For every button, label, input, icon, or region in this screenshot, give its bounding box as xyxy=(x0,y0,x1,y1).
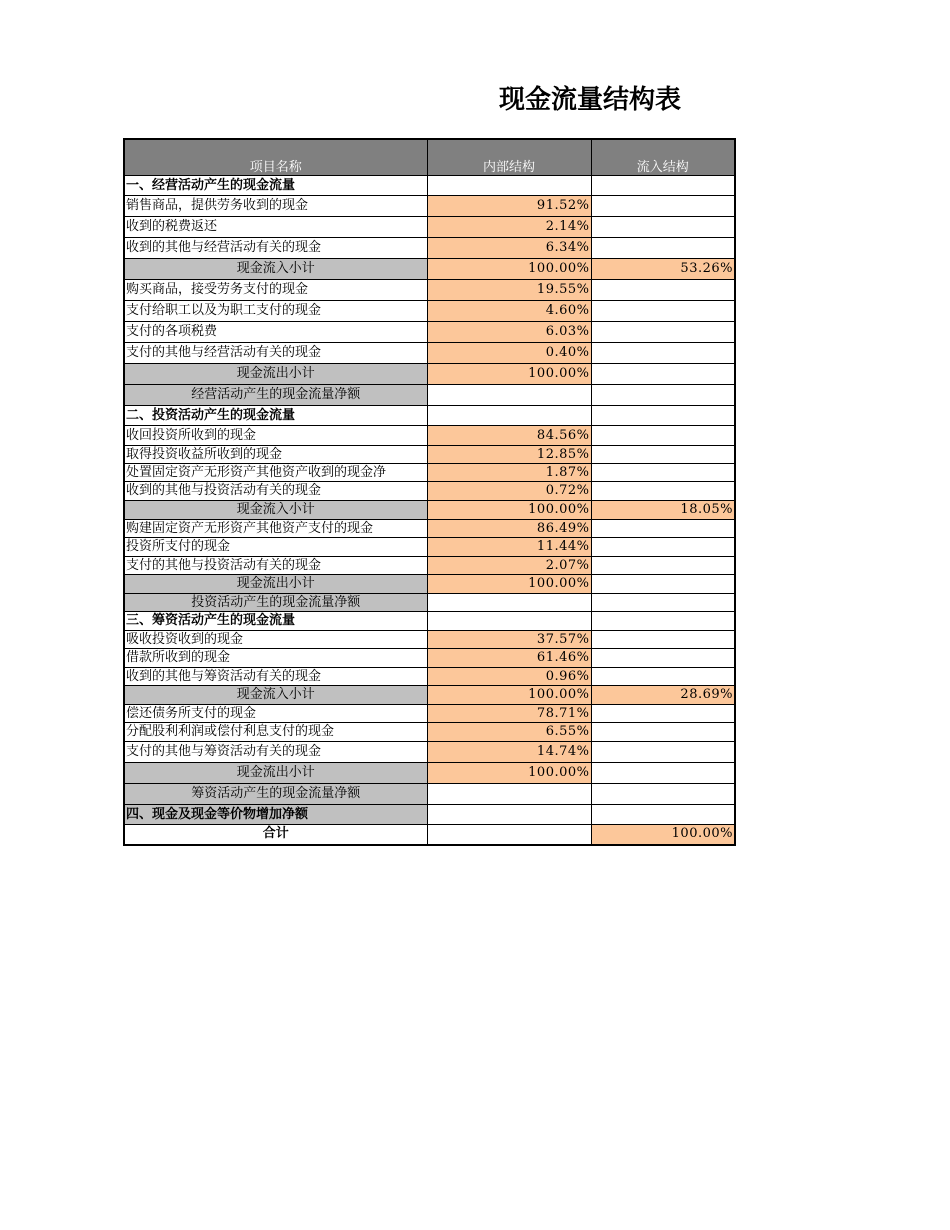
net-amount-label-cell[interactable]: 经营活动产生的现金流量净额 xyxy=(124,385,427,406)
table-row xyxy=(124,217,735,238)
table-row xyxy=(124,825,735,845)
inflow-structure-cell[interactable] xyxy=(591,705,735,723)
item-label-cell[interactable]: 处置固定资产无形资产其他资产收到的现金净 xyxy=(124,464,427,482)
table-row xyxy=(124,322,735,343)
table-row xyxy=(124,575,735,594)
page-title: 现金流量结构表 xyxy=(498,85,681,115)
inflow-structure-cell[interactable] xyxy=(591,446,735,464)
table-row xyxy=(124,557,735,575)
inflow-structure-cell[interactable] xyxy=(591,322,735,343)
internal-structure-cell[interactable] xyxy=(427,825,591,845)
internal-structure-cell[interactable]: 100.00% xyxy=(427,501,591,520)
item-label-cell[interactable]: 收到的其他与筹资活动有关的现金 xyxy=(124,668,427,686)
table-row xyxy=(124,385,735,406)
item-label-cell[interactable]: 收到的税费返还 xyxy=(124,217,427,238)
table-row xyxy=(124,763,735,784)
table-row xyxy=(124,649,735,668)
inflow-structure-cell[interactable] xyxy=(591,364,735,385)
inflow-structure-cell[interactable] xyxy=(591,575,735,594)
header-row xyxy=(124,139,735,176)
inflow-structure-cell[interactable] xyxy=(591,176,735,196)
internal-structure-cell[interactable]: 61.46% xyxy=(427,649,591,668)
subtotal-label-cell[interactable]: 现金流出小计 xyxy=(124,575,427,594)
subtotal-label-cell[interactable]: 现金流出小计 xyxy=(124,364,427,385)
total-label-cell[interactable]: 合计 xyxy=(124,825,427,845)
table-row xyxy=(124,612,735,631)
internal-structure-cell[interactable]: 0.96% xyxy=(427,668,591,686)
section-heading-cell[interactable]: 二、投资活动产生的现金流量 xyxy=(124,406,427,426)
cash-flow-structure-table xyxy=(123,138,736,846)
item-label-cell[interactable]: 购建固定资产无形资产其他资产支付的现金 xyxy=(124,520,427,538)
section-heading-cell[interactable]: 四、现金及现金等价物增加净额 xyxy=(124,805,427,825)
internal-structure-cell[interactable] xyxy=(427,385,591,406)
internal-structure-cell[interactable]: 86.49% xyxy=(427,520,591,538)
inflow-structure-cell[interactable] xyxy=(591,196,735,217)
inflow-structure-cell[interactable] xyxy=(591,520,735,538)
table-row xyxy=(124,594,735,612)
inflow-structure-cell[interactable] xyxy=(591,805,735,825)
section-heading-cell[interactable]: 一、经营活动产生的现金流量 xyxy=(124,176,427,196)
table-row xyxy=(124,364,735,385)
internal-structure-cell[interactable]: 100.00% xyxy=(427,259,591,280)
section-heading-cell[interactable]: 三、筹资活动产生的现金流量 xyxy=(124,612,427,631)
internal-structure-cell[interactable] xyxy=(427,784,591,805)
item-label-cell[interactable]: 销售商品，提供劳务收到的现金 xyxy=(124,196,427,217)
table-row xyxy=(124,406,735,426)
inflow-structure-cell[interactable] xyxy=(591,668,735,686)
internal-structure-cell[interactable]: 14.74% xyxy=(427,742,591,763)
inflow-structure-cell[interactable] xyxy=(591,538,735,557)
inflow-structure-cell[interactable] xyxy=(591,280,735,301)
inflow-structure-cell[interactable] xyxy=(591,784,735,805)
internal-structure-cell[interactable]: 6.55% xyxy=(427,723,591,742)
internal-structure-cell[interactable]: 100.00% xyxy=(427,686,591,705)
internal-structure-cell[interactable]: 6.34% xyxy=(427,238,591,259)
inflow-structure-cell[interactable] xyxy=(591,649,735,668)
header-item-name[interactable]: 项目名称 xyxy=(124,139,427,176)
table-row xyxy=(124,196,735,217)
internal-structure-cell[interactable]: 12.85% xyxy=(427,446,591,464)
table-row xyxy=(124,238,735,259)
inflow-structure-cell[interactable] xyxy=(591,723,735,742)
table-row xyxy=(124,482,735,501)
table-row xyxy=(124,259,735,280)
internal-structure-cell[interactable]: 37.57% xyxy=(427,631,591,649)
item-label-cell[interactable]: 投资所支付的现金 xyxy=(124,538,427,557)
item-label-cell[interactable]: 购买商品，接受劳务支付的现金 xyxy=(124,280,427,301)
net-amount-label-cell[interactable]: 投资活动产生的现金流量净额 xyxy=(124,594,427,612)
item-label-cell[interactable]: 支付给职工以及为职工支付的现金 xyxy=(124,301,427,322)
internal-structure-cell[interactable] xyxy=(427,612,591,631)
subtotal-label-cell[interactable]: 现金流入小计 xyxy=(124,501,427,520)
inflow-structure-cell[interactable]: 100.00% xyxy=(591,825,735,845)
header-internal-structure[interactable]: 内部结构 xyxy=(427,139,591,176)
inflow-structure-cell[interactable] xyxy=(591,631,735,649)
internal-structure-cell[interactable]: 4.60% xyxy=(427,301,591,322)
internal-structure-cell[interactable]: 100.00% xyxy=(427,763,591,784)
internal-structure-cell[interactable]: 100.00% xyxy=(427,364,591,385)
internal-structure-cell[interactable] xyxy=(427,805,591,825)
internal-structure-cell[interactable]: 6.03% xyxy=(427,322,591,343)
internal-structure-cell[interactable]: 0.72% xyxy=(427,482,591,501)
inflow-structure-cell[interactable] xyxy=(591,557,735,575)
internal-structure-cell[interactable]: 2.07% xyxy=(427,557,591,575)
inflow-structure-cell[interactable] xyxy=(591,426,735,446)
item-label-cell[interactable]: 收到的其他与投资活动有关的现金 xyxy=(124,482,427,501)
inflow-structure-cell[interactable] xyxy=(591,742,735,763)
inflow-structure-cell[interactable] xyxy=(591,594,735,612)
subtotal-label-cell[interactable]: 现金流入小计 xyxy=(124,686,427,705)
item-label-cell[interactable]: 取得投资收益所收到的现金 xyxy=(124,446,427,464)
table-row xyxy=(124,343,735,364)
inflow-structure-cell[interactable] xyxy=(591,406,735,426)
table-row xyxy=(124,742,735,763)
item-label-cell[interactable]: 吸收投资收到的现金 xyxy=(124,631,427,649)
table-row xyxy=(124,805,735,825)
internal-structure-cell[interactable]: 84.56% xyxy=(427,426,591,446)
inflow-structure-cell[interactable] xyxy=(591,343,735,364)
item-label-cell[interactable]: 借款所收到的现金 xyxy=(124,649,427,668)
table-row xyxy=(124,301,735,322)
internal-structure-cell[interactable]: 91.52% xyxy=(427,196,591,217)
inflow-structure-cell[interactable]: 53.26% xyxy=(591,259,735,280)
table-row xyxy=(124,520,735,538)
internal-structure-cell[interactable]: 11.44% xyxy=(427,538,591,557)
inflow-structure-cell[interactable]: 18.05% xyxy=(591,501,735,520)
table-row xyxy=(124,426,735,446)
item-label-cell[interactable]: 支付的其他与筹资活动有关的现金 xyxy=(124,742,427,763)
table-row xyxy=(124,723,735,742)
table-row xyxy=(124,686,735,705)
internal-structure-cell[interactable] xyxy=(427,176,591,196)
internal-structure-cell[interactable]: 100.00% xyxy=(427,575,591,594)
inflow-structure-cell[interactable] xyxy=(591,217,735,238)
table-row xyxy=(124,784,735,805)
table-row xyxy=(124,631,735,649)
inflow-structure-cell[interactable]: 28.69% xyxy=(591,686,735,705)
table-row xyxy=(124,280,735,301)
table-row xyxy=(124,705,735,723)
item-label-cell[interactable]: 支付的其他与投资活动有关的现金 xyxy=(124,557,427,575)
internal-structure-cell[interactable]: 1.87% xyxy=(427,464,591,482)
item-label-cell[interactable]: 支付的其他与经营活动有关的现金 xyxy=(124,343,427,364)
net-amount-label-cell[interactable]: 筹资活动产生的现金流量净额 xyxy=(124,784,427,805)
internal-structure-cell[interactable]: 19.55% xyxy=(427,280,591,301)
table-row xyxy=(124,501,735,520)
item-label-cell[interactable]: 分配股利利润或偿付利息支付的现金 xyxy=(124,723,427,742)
subtotal-label-cell[interactable]: 现金流出小计 xyxy=(124,763,427,784)
internal-structure-cell[interactable]: 0.40% xyxy=(427,343,591,364)
item-label-cell[interactable]: 偿还债务所支付的现金 xyxy=(124,705,427,723)
subtotal-label-cell[interactable]: 现金流入小计 xyxy=(124,259,427,280)
inflow-structure-cell[interactable] xyxy=(591,301,735,322)
table-row xyxy=(124,464,735,482)
table-row xyxy=(124,176,735,196)
inflow-structure-cell[interactable] xyxy=(591,385,735,406)
item-label-cell[interactable]: 收回投资所收到的现金 xyxy=(124,426,427,446)
inflow-structure-cell[interactable] xyxy=(591,464,735,482)
table-row xyxy=(124,668,735,686)
inflow-structure-cell[interactable] xyxy=(591,482,735,501)
item-label-cell[interactable]: 收到的其他与经营活动有关的现金 xyxy=(124,238,427,259)
internal-structure-cell[interactable] xyxy=(427,594,591,612)
internal-structure-cell[interactable] xyxy=(427,406,591,426)
table-row xyxy=(124,538,735,557)
internal-structure-cell[interactable]: 78.71% xyxy=(427,705,591,723)
inflow-structure-cell[interactable] xyxy=(591,612,735,631)
inflow-structure-cell[interactable] xyxy=(591,238,735,259)
table-row xyxy=(124,446,735,464)
item-label-cell[interactable]: 支付的各项税费 xyxy=(124,322,427,343)
inflow-structure-cell[interactable] xyxy=(591,763,735,784)
header-inflow-structure[interactable]: 流入结构 xyxy=(591,139,735,176)
internal-structure-cell[interactable]: 2.14% xyxy=(427,217,591,238)
